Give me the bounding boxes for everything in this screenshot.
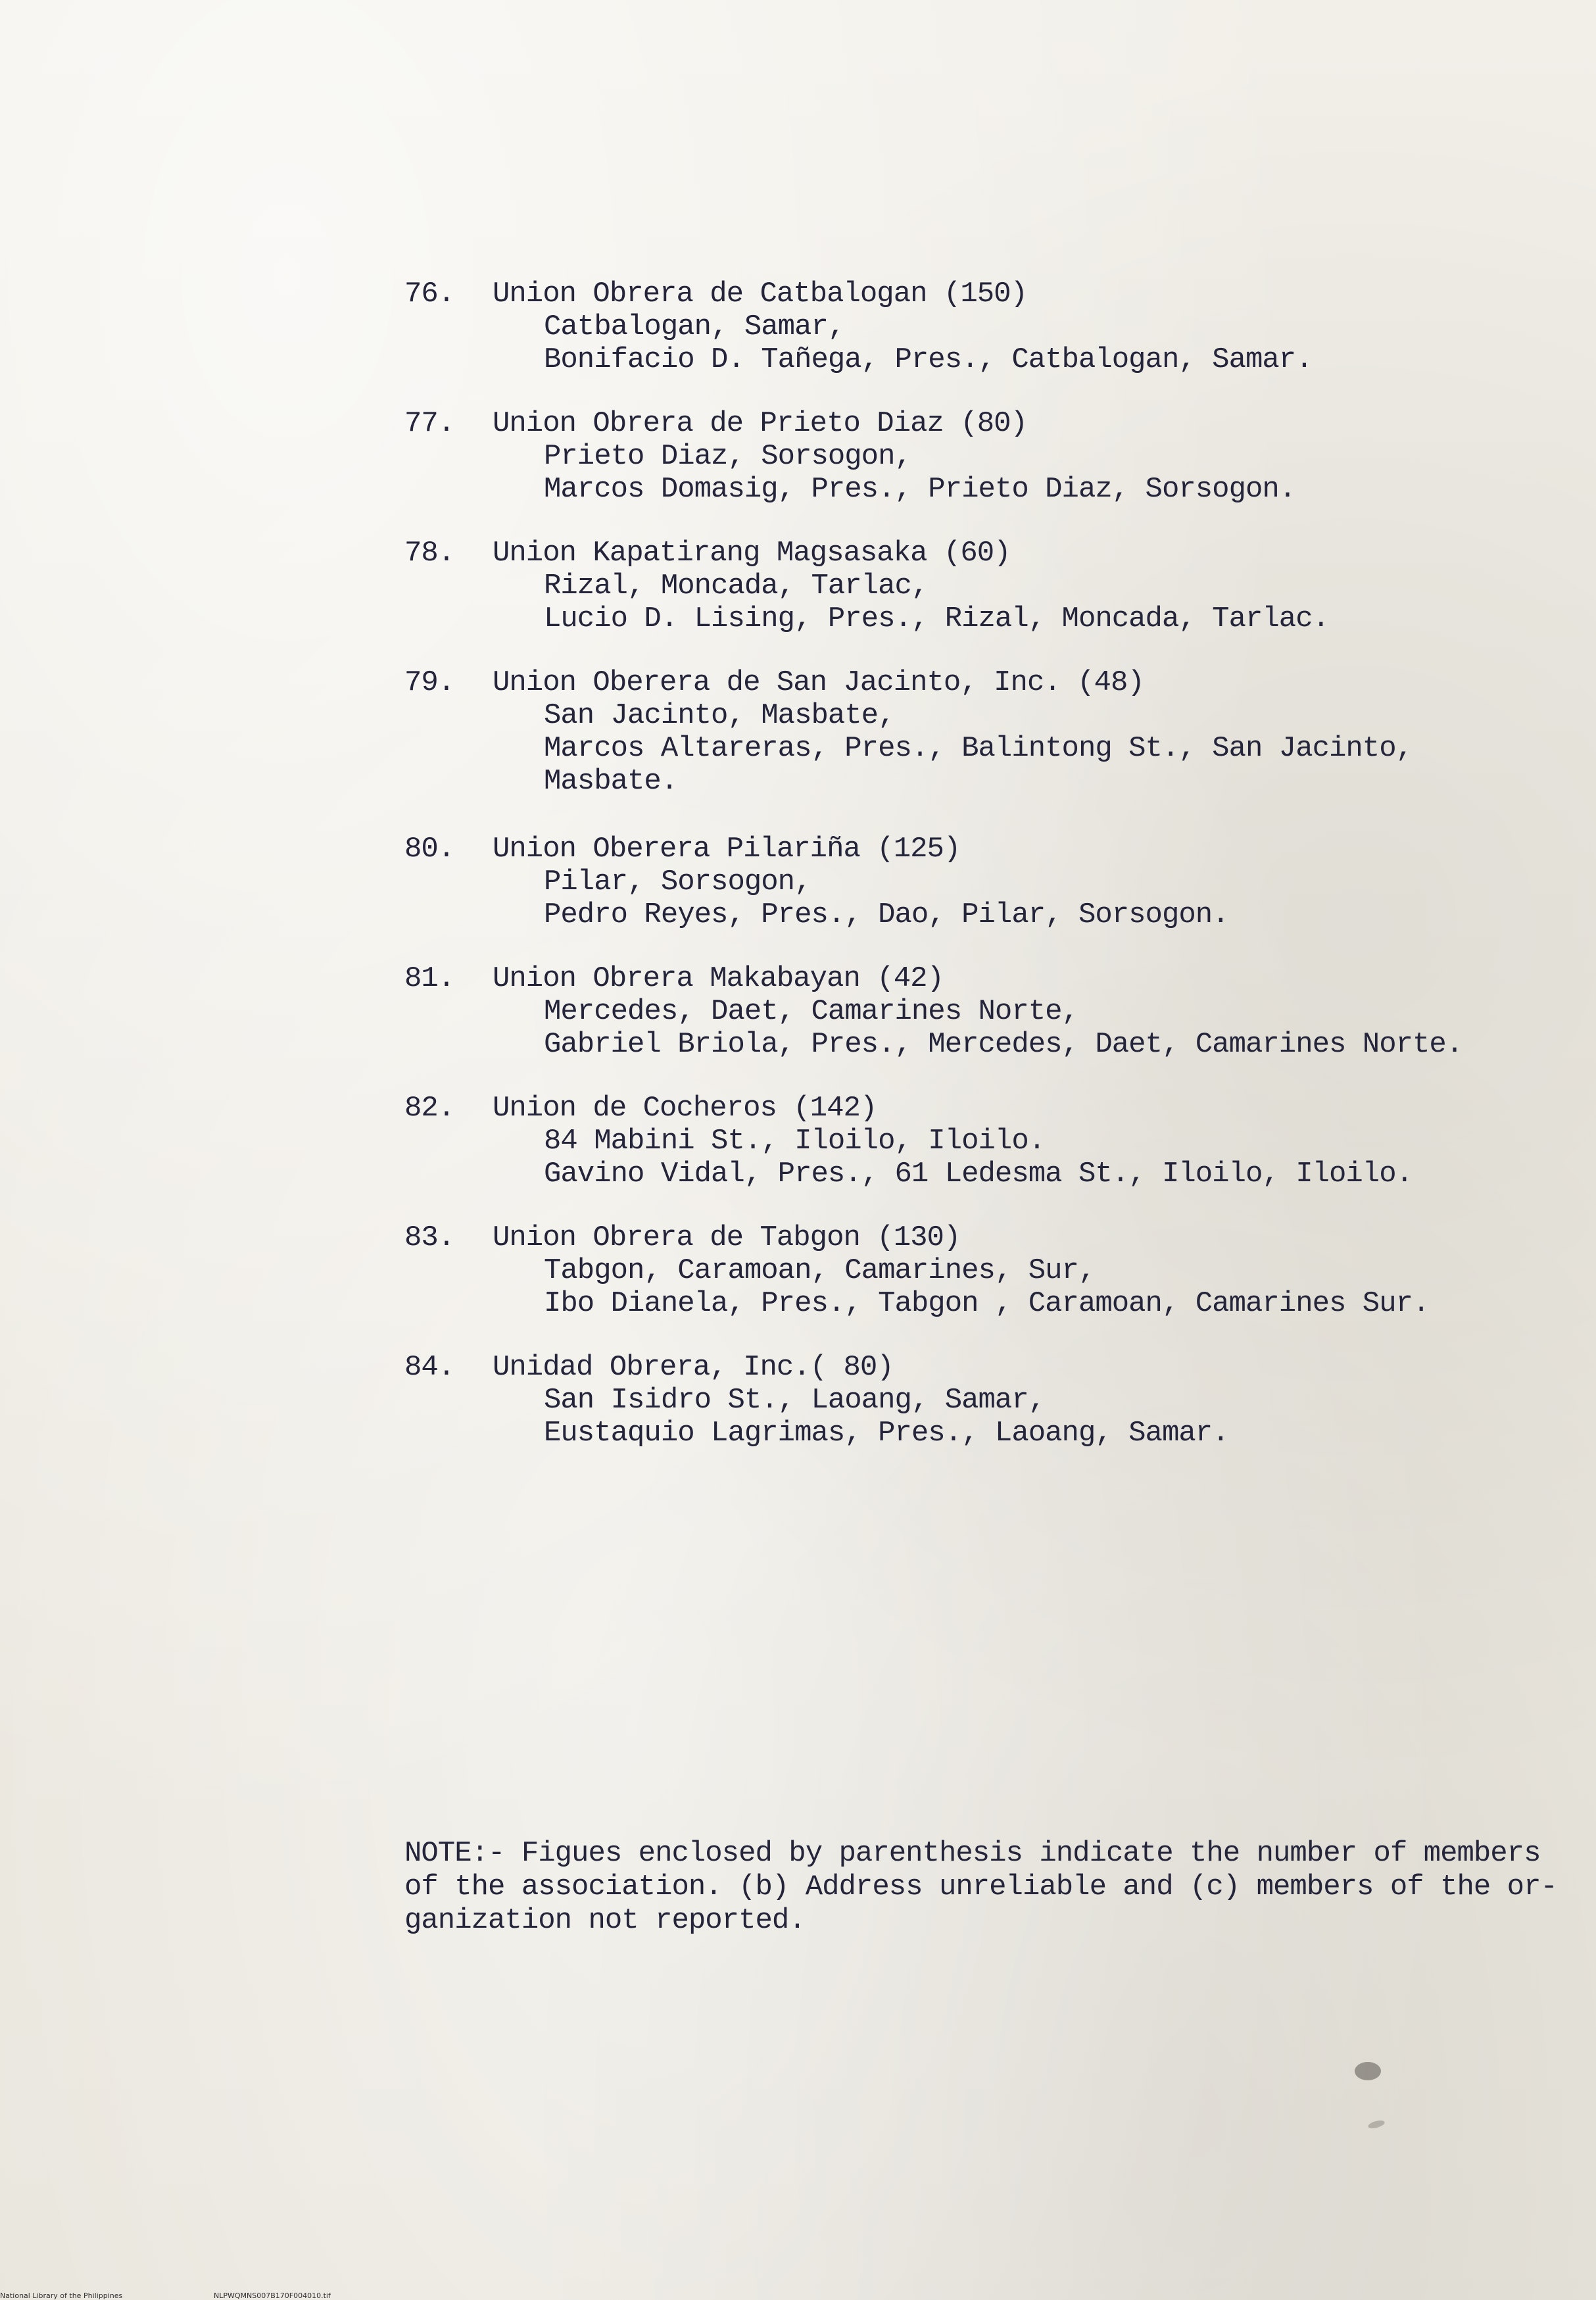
- membership-note: NOTE:- Figues enclosed by parenthesis indicate the number of members of the association. (b) Address unreliable and (c) members of the or- ganization not reported.: [404, 1837, 1557, 1937]
- entry-continuation-line: Masbate.: [544, 765, 678, 798]
- scan-file-name: NLPWQMNS007B170F004010.tif: [214, 2291, 331, 2300]
- entry-address-line: Catbalogan, Samar,: [544, 310, 845, 343]
- organization-entry: [404, 1092, 1549, 1221]
- entry-president-line: Gabriel Briola, Pres., Mercedes, Daet, Camarines Norte.: [544, 1028, 1463, 1061]
- entry-name: Union Obrera de Tabgon (130): [493, 1221, 961, 1254]
- paper-stain-mark: [1355, 2062, 1381, 2080]
- entry-number: 78.: [404, 537, 455, 570]
- entry-number: 76.: [404, 278, 455, 310]
- organization-entry: [404, 278, 1549, 407]
- entry-name: Union Kapatirang Magsasaka (60): [493, 537, 1011, 570]
- entry-name: Union Oberera Pilariña (125): [493, 833, 961, 866]
- entry-president-line: Eustaquio Lagrimas, Pres., Laoang, Samar.: [544, 1417, 1229, 1450]
- paper-stain-mark: [1367, 2119, 1386, 2130]
- entry-president-line: Marcos Domasig, Pres., Prieto Diaz, Sorsogon.: [544, 473, 1296, 506]
- entry-number: 80.: [404, 833, 455, 866]
- entry-president-line: Marcos Altareras, Pres., Balintong St., San Jacinto,: [544, 732, 1413, 765]
- organization-entry: [404, 833, 1549, 962]
- entry-president-line: Lucio D. Lising, Pres., Rizal, Moncada, Tarlac.: [544, 602, 1330, 635]
- organization-list: [404, 278, 1549, 1480]
- entry-name: Union de Cocheros (142): [493, 1092, 877, 1125]
- entry-name: Union Obrera de Prieto Diaz (80): [493, 407, 1027, 440]
- organization-entry: [404, 407, 1549, 537]
- entry-number: 83.: [404, 1221, 455, 1254]
- entry-number: 79.: [404, 666, 455, 699]
- entry-president-line: Gavino Vidal, Pres., 61 Ledesma St., Iloilo, Iloilo.: [544, 1158, 1413, 1190]
- entry-name: Union Obrera Makabayan (42): [493, 962, 944, 995]
- entry-address-line: Pilar, Sorsogon,: [544, 866, 811, 898]
- organization-entry: [404, 1351, 1549, 1480]
- organization-entry: [404, 537, 1549, 666]
- entry-president-line: Ibo Dianela, Pres., Tabgon , Caramoan, Camarines Sur.: [544, 1287, 1430, 1320]
- entry-name: Union Obrera de Catbalogan (150): [493, 278, 1027, 310]
- entry-address-line: Prieto Diaz, Sorsogon,: [544, 440, 911, 473]
- organization-entry: [404, 666, 1549, 833]
- entry-name: Unidad Obrera, Inc.( 80): [493, 1351, 894, 1384]
- entry-address-line: Mercedes, Daet, Camarines Norte,: [544, 995, 1078, 1028]
- entry-address-line: Tabgon, Caramoan, Camarines, Sur,: [544, 1254, 1096, 1287]
- entry-number: 82.: [404, 1092, 455, 1125]
- entry-name: Union Oberera de San Jacinto, Inc. (48): [493, 666, 1144, 699]
- entry-address-line: Rizal, Moncada, Tarlac,: [544, 570, 929, 602]
- entry-number: 77.: [404, 407, 455, 440]
- entry-number: 84.: [404, 1351, 455, 1384]
- entry-address-line: 84 Mabini St., Iloilo, Iloilo.: [544, 1125, 1046, 1158]
- organization-entry: [404, 1221, 1549, 1351]
- entry-president-line: Pedro Reyes, Pres., Dao, Pilar, Sorsogon.: [544, 898, 1229, 931]
- entry-number: 81.: [404, 962, 455, 995]
- entry-address-line: San Jacinto, Masbate,: [544, 699, 895, 732]
- entry-president-line: Bonifacio D. Tañega, Pres., Catbalogan, Samar.: [544, 343, 1313, 376]
- entry-address-line: San Isidro St., Laoang, Samar,: [544, 1384, 1046, 1417]
- archive-source-label: National Library of the Philippines: [0, 2291, 123, 2300]
- organization-entry: [404, 962, 1549, 1092]
